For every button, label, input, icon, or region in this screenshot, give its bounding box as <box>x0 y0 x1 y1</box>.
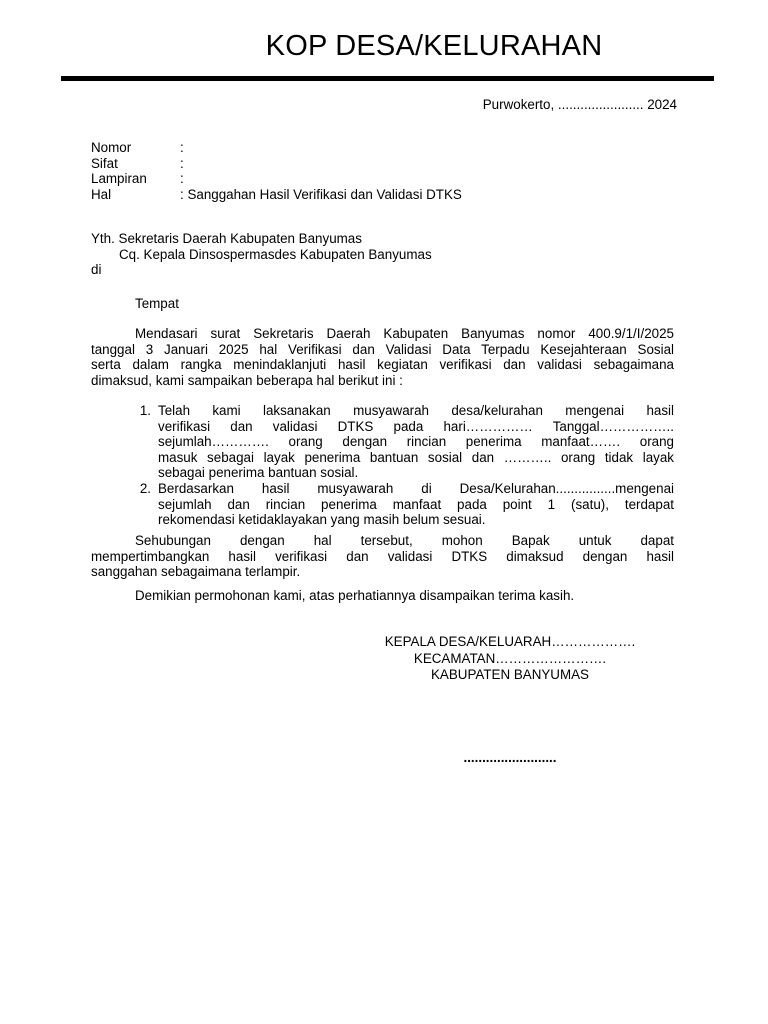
numbered-list <box>91 403 674 528</box>
letterhead-title: KOP DESA/KELURAHAN <box>265 30 603 62</box>
recipient-place: Tempat <box>135 296 179 311</box>
list-item <box>91 403 674 481</box>
paragraph-line: serta dalam rangka menindaklanjuti hasil kegiatan verifikasi dan validasi sebagaimana <box>91 357 674 373</box>
meta-value: : <box>180 155 184 171</box>
list-text <box>158 403 674 481</box>
paragraph-closing: Demikian permohonan kami, atas perhatiannya disampaikan terima kasih. <box>135 588 575 603</box>
list-item <box>91 481 674 528</box>
letter-meta <box>91 140 462 202</box>
paragraph-line: Mendasari surat Sekretaris Daerah Kabupaten Banyumas nomor 400.9/1/I/2025 <box>135 326 674 341</box>
list-text <box>158 481 674 528</box>
recipient-line: Yth. Sekretaris Daerah Kabupaten Banyumas <box>91 231 362 246</box>
list-line: verifikasi dan validasi DTKS pada hari…………… Tanggal…………….. <box>158 418 674 434</box>
meta-row-sifat <box>91 156 462 172</box>
list-line: rekomendasi ketidaklayakan yang masih belum sesuai. <box>158 512 486 528</box>
meta-value: : Sanggahan Hasil Verifikasi dan Validasi DTKS <box>180 186 462 202</box>
list-line: sebagai penerima bantuan sosial. <box>158 465 359 481</box>
list-line: masuk sebagai layak penerima bantuan sosial dan ……….. orang tidak layak <box>158 449 674 465</box>
paragraph-request <box>91 533 674 580</box>
meta-label: Hal <box>91 186 112 202</box>
recipient-line: Cq. Kepala Dinsospermasdes Kabupaten Banyumas <box>119 246 432 262</box>
paragraph-line: sanggahan sebagaimana terlampir. <box>91 564 301 580</box>
recipient-line: di <box>91 262 102 278</box>
signature-line: KABUPATEN BANYUMAS <box>431 667 589 683</box>
paragraph-line: dimaksud, kami sampaikan beberapa hal berikut ini : <box>91 372 403 388</box>
paragraph-line: tanggal 3 Januari 2025 hal Verifikasi dan Validasi Data Terpadu Kesejahteraan Sosial <box>91 341 674 357</box>
list-line: sejumlah…………. orang dengan rincian penerima manfaat……. orang <box>158 434 674 450</box>
meta-value: : <box>180 140 184 155</box>
signatory-name: ......................... <box>463 750 557 765</box>
meta-row-lampiran <box>91 171 462 187</box>
signature-line: KECAMATAN……………………. <box>413 650 607 666</box>
meta-label: Sifat <box>91 155 118 171</box>
list-line: Berdasarkan hasil musyawarah di Desa/Kelurahan................mengenai <box>158 480 674 496</box>
meta-row-nomor <box>91 140 462 156</box>
signature-line: KEPALA DESA/KELUARAH………………. <box>384 634 636 649</box>
paragraph-intro <box>91 326 674 388</box>
list-line: Telah kami laksanakan musyawarah desa/kelurahan mengenai hasil <box>158 403 674 418</box>
paragraph-line: Sehubungan dengan hal tersebut, mohon Bapak untuk dapat <box>135 533 674 548</box>
meta-row-hal <box>91 187 462 203</box>
signature-block <box>350 634 670 684</box>
date-line: Purwokerto, ....................... 2024 <box>482 97 677 112</box>
meta-label: Lampiran <box>91 171 147 187</box>
meta-label: Nomor <box>91 140 132 155</box>
list-line: sejumlah dan rincian penerima manfaat pada point 1 (satu), terdapat <box>158 496 674 512</box>
paragraph-line: mempertimbangkan hasil verifikasi dan validasi DTKS dimaksud dengan hasil <box>91 548 674 564</box>
list-number: 2. <box>139 480 151 496</box>
list-number: 1. <box>139 403 151 418</box>
meta-value: : <box>180 171 184 187</box>
letterhead-rule <box>61 76 714 81</box>
recipient-address <box>91 231 691 278</box>
